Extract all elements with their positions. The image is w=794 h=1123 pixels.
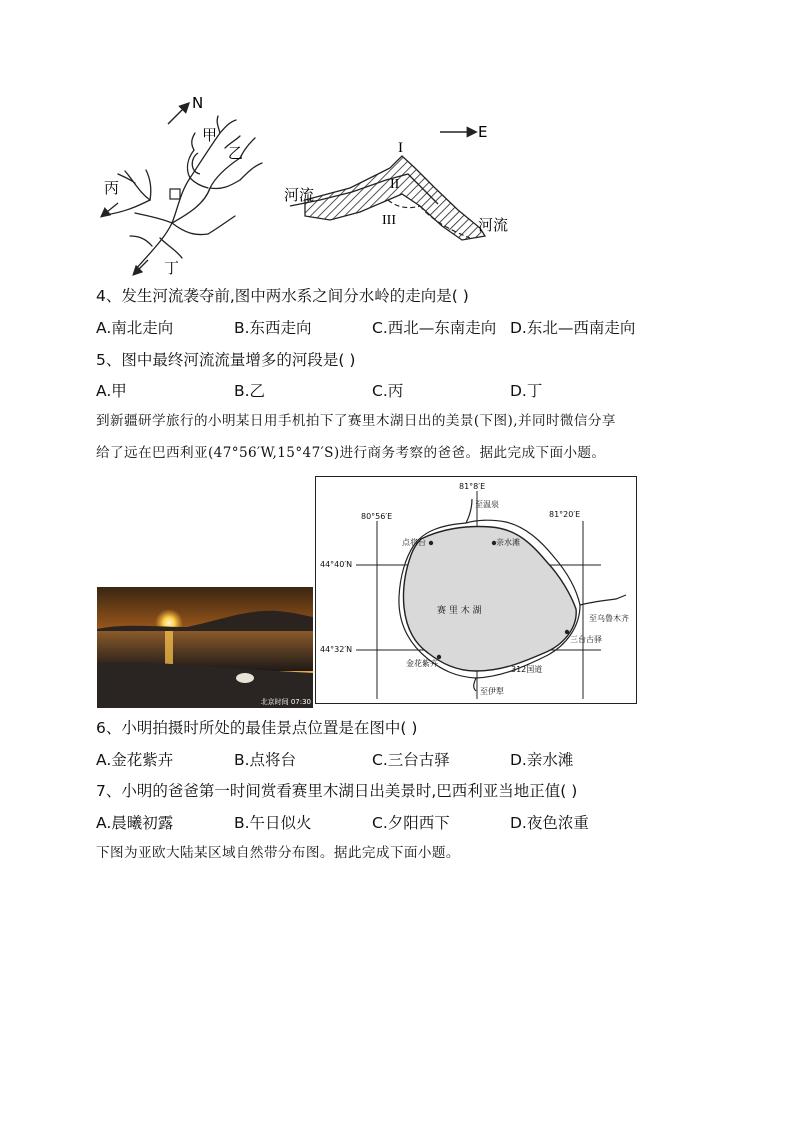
q7-option-d[interactable]: D.夜色浓重 (510, 814, 589, 832)
road312-label: 312国道 (511, 665, 543, 674)
lake-name: 赛 里 木 湖 (437, 606, 482, 616)
q7-option-c[interactable]: C.夕阳西下 (372, 814, 450, 832)
q6-option-d[interactable]: D.亲水滩 (510, 751, 574, 769)
spot-dianjiangtai (429, 541, 433, 545)
passage-line-2: 给了远在巴西利亚(47°56′W,15°47′S)进行商务考察的爸爸。据此完成下面小题。 (96, 445, 606, 461)
north-arrow (168, 104, 188, 124)
passage-line-1: 到新疆研学旅行的小明某日用手机拍下了赛里木湖日出的美景(下图),并同时微信分享 (96, 413, 616, 429)
q4-option-d[interactable]: D.东北—西南走向 (510, 319, 636, 337)
label-river-left: 河流 (284, 186, 315, 204)
dianjiangtai-label: 点将台 (402, 538, 426, 547)
label-ding: 丁 (164, 259, 180, 277)
label-roman-3: III (382, 213, 396, 228)
drainage-network (105, 116, 262, 270)
q7-option-b[interactable]: B.午日似火 (234, 814, 312, 832)
label-roman-1: I (398, 140, 403, 156)
lat-top-label: 44°40′N (320, 560, 353, 569)
q5-option-b[interactable]: B.乙 (234, 382, 266, 400)
lon-right-label: 81°20′E (549, 510, 581, 519)
to-wenquan-label: 至温泉 (475, 500, 499, 509)
label-bing: 丙 (104, 179, 120, 197)
sunrise-photo (97, 587, 313, 708)
qinshuitan-label: 亲水滩 (496, 538, 520, 547)
drainage-outlet-arrow-south (134, 260, 148, 274)
q6-option-a[interactable]: A.金花紫卉 (96, 751, 174, 769)
label-yi: 乙 (228, 144, 244, 162)
q6-option-b[interactable]: B.点将台 (234, 751, 297, 769)
question-7: 7、小明的爸爸第一时间赏看赛里木湖日出美景时,巴西利亚当地正值( ) (96, 782, 578, 800)
east-label: E (478, 123, 488, 141)
lake-map (315, 476, 637, 704)
question-4: 4、发生河流袭夺前,图中两水系之间分水岭的走向是( ) (96, 287, 469, 305)
photo-caption: 北京时间 07:30 (260, 698, 311, 706)
question-6: 6、小明拍摄时所处的最佳景点位置是在图中( ) (96, 719, 418, 737)
q5-option-a[interactable]: A.甲 (96, 382, 127, 400)
jinhuazihui-label: 金花紫卉 (406, 659, 438, 668)
q7-option-a[interactable]: A.晨曦初露 (96, 814, 174, 832)
to-urumqi-label: 至乌鲁木齐 (589, 614, 629, 623)
north-label: N (192, 94, 204, 112)
santaiguyi-label: 三台古驿 (570, 635, 602, 644)
lake-shape (403, 527, 576, 672)
lon-left-label: 80°56′E (361, 512, 393, 521)
label-jia: 甲 (202, 126, 218, 144)
question-5: 5、图中最终河流流量增多的河段是( ) (96, 351, 356, 369)
q5-option-d[interactable]: D.丁 (510, 382, 543, 400)
q6-option-c[interactable]: C.三台古驿 (372, 751, 450, 769)
label-roman-2: II (390, 177, 400, 192)
river-system-figure (90, 88, 530, 283)
to-yili-label: 至伊犁 (480, 687, 504, 696)
lat-bottom-label: 44°32′N (320, 645, 353, 654)
q4-option-c[interactable]: C.西北—东南走向 (372, 319, 497, 337)
small-square-marker (170, 189, 180, 199)
q4-option-a[interactable]: A.南北走向 (96, 319, 174, 337)
q5-option-c[interactable]: C.丙 (372, 382, 404, 400)
yurt-icon (236, 673, 254, 683)
label-river-right: 河流 (478, 216, 509, 234)
lon-center-label: 81°8′E (459, 482, 486, 491)
spot-santaiguyi (565, 630, 569, 634)
q4-option-b[interactable]: B.东西走向 (234, 319, 312, 337)
passage-2: 下图为亚欧大陆某区域自然带分布图。据此完成下面小题。 (96, 845, 460, 861)
